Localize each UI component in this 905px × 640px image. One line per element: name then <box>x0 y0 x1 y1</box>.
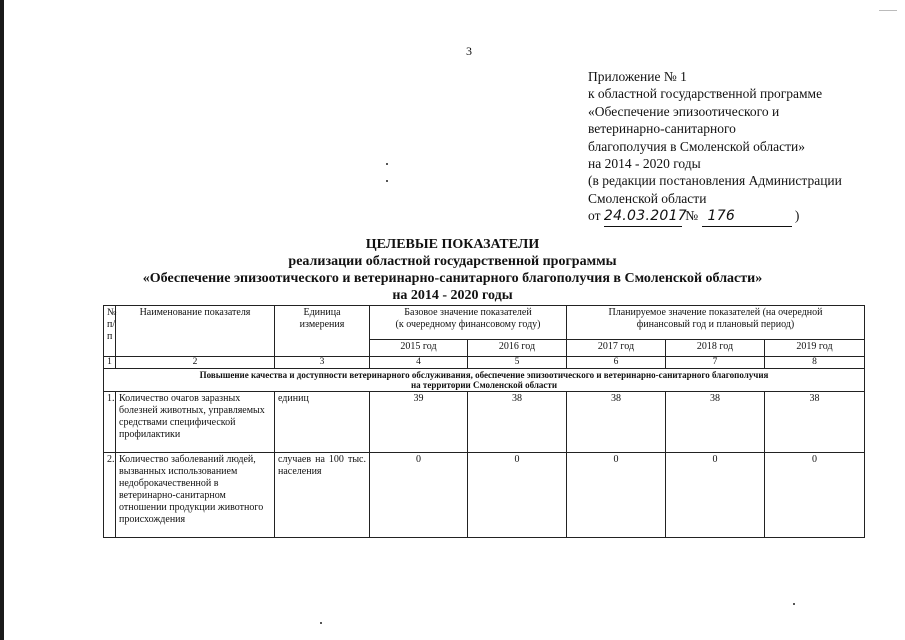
col-number: 1 <box>104 357 116 369</box>
col-number: 3 <box>275 357 370 369</box>
scan-mark <box>879 10 897 11</box>
appendix-line: ветеринарно-санитарного <box>588 121 736 137</box>
year-cell: 2017 год <box>567 340 666 357</box>
col-number: 8 <box>765 357 865 369</box>
appendix-line: к областной государственной программе <box>588 86 823 102</box>
scan-speck <box>793 603 795 605</box>
row-num: 2. <box>104 453 116 538</box>
date-prefix: от <box>588 208 601 224</box>
table-row <box>104 392 865 453</box>
appendix-line: Смоленской области <box>588 190 707 206</box>
row-value: 38 <box>468 392 567 453</box>
row-value: 0 <box>666 453 765 538</box>
table-row <box>104 453 865 538</box>
handwritten-date: 24.03.2017 <box>604 208 682 226</box>
row-value: 0 <box>468 453 567 538</box>
row-num: 1. <box>104 392 116 453</box>
header-plan: Планируемое значение показателей (на очередной финансовый год и плановый период) <box>567 306 865 340</box>
title-line-1: ЦЕЛЕВЫЕ ПОКАЗАТЕЛИ <box>365 237 540 252</box>
header-name: Наименование показателя <box>116 306 275 357</box>
appendix-line: на 2014 - 2020 годы <box>588 156 701 172</box>
col-number: 2 <box>116 357 275 369</box>
col-number: 7 <box>666 357 765 369</box>
section-title: Повышение качества и доступности ветеринарного обслуживания, обеспечение эпизоотического и ветеринарно-санитарного благополучия на территории Смоленской области <box>104 369 865 392</box>
page-number: 3 <box>466 44 472 58</box>
year-cell: 2015 год <box>370 340 468 357</box>
title-line-4: на 2014 - 2020 годы <box>392 288 513 303</box>
title-line-3: «Обеспечение эпизоотического и ветеринарно-санитарного благополучия в Смоленской области» <box>142 271 763 286</box>
appendix-line: благополучия в Смоленской области» <box>588 138 806 154</box>
header-num: № п/п <box>104 306 116 357</box>
row-unit: случаев на 100 тыс. населения <box>275 453 370 538</box>
appendix-date-line <box>588 207 842 226</box>
scan-edge <box>0 0 4 640</box>
number-sign: № <box>685 208 699 224</box>
column-numbers-row <box>104 357 865 369</box>
appendix-block <box>588 68 842 227</box>
scan-speck <box>386 163 388 165</box>
year-cell: 2019 год <box>765 340 865 357</box>
row-value: 0 <box>567 453 666 538</box>
col-number: 4 <box>370 357 468 369</box>
header-unit: Единица измерения <box>275 306 370 357</box>
section-row <box>104 369 865 392</box>
row-unit: единиц <box>275 392 370 453</box>
document-title <box>0 236 905 304</box>
close-paren: ) <box>794 208 800 224</box>
appendix-line: (в редакции постановления Администрации <box>588 173 842 189</box>
header-base: Базовое значение показателей (к очередному финансовому году) <box>370 306 567 340</box>
row-value: 38 <box>666 392 765 453</box>
row-value: 39 <box>370 392 468 453</box>
year-cell: 2016 год <box>468 340 567 357</box>
row-name: Количество заболеваний людей, вызванных использованием недоброкачественной в ветеринарно-санитарном отношении продукции животного происхождения <box>116 453 275 538</box>
appendix-line: «Обеспечение эпизоотического и <box>588 103 780 119</box>
year-cell: 2018 год <box>666 340 765 357</box>
row-value: 0 <box>765 453 865 538</box>
scan-speck <box>386 180 388 182</box>
col-number: 5 <box>468 357 567 369</box>
row-value: 38 <box>765 392 865 453</box>
row-value: 38 <box>567 392 666 453</box>
row-value: 0 <box>370 453 468 538</box>
appendix-line: Приложение № 1 <box>588 69 687 84</box>
indicators-table <box>103 305 865 538</box>
scan-speck <box>320 622 322 624</box>
col-number: 6 <box>567 357 666 369</box>
row-name: Количество очагов заразных болезней животных, управляемых средствами специфической профилактики <box>116 392 275 453</box>
title-line-2: реализации областной государственной программы <box>288 254 617 269</box>
header-row <box>104 306 865 340</box>
handwritten-number: 176 <box>702 208 792 226</box>
